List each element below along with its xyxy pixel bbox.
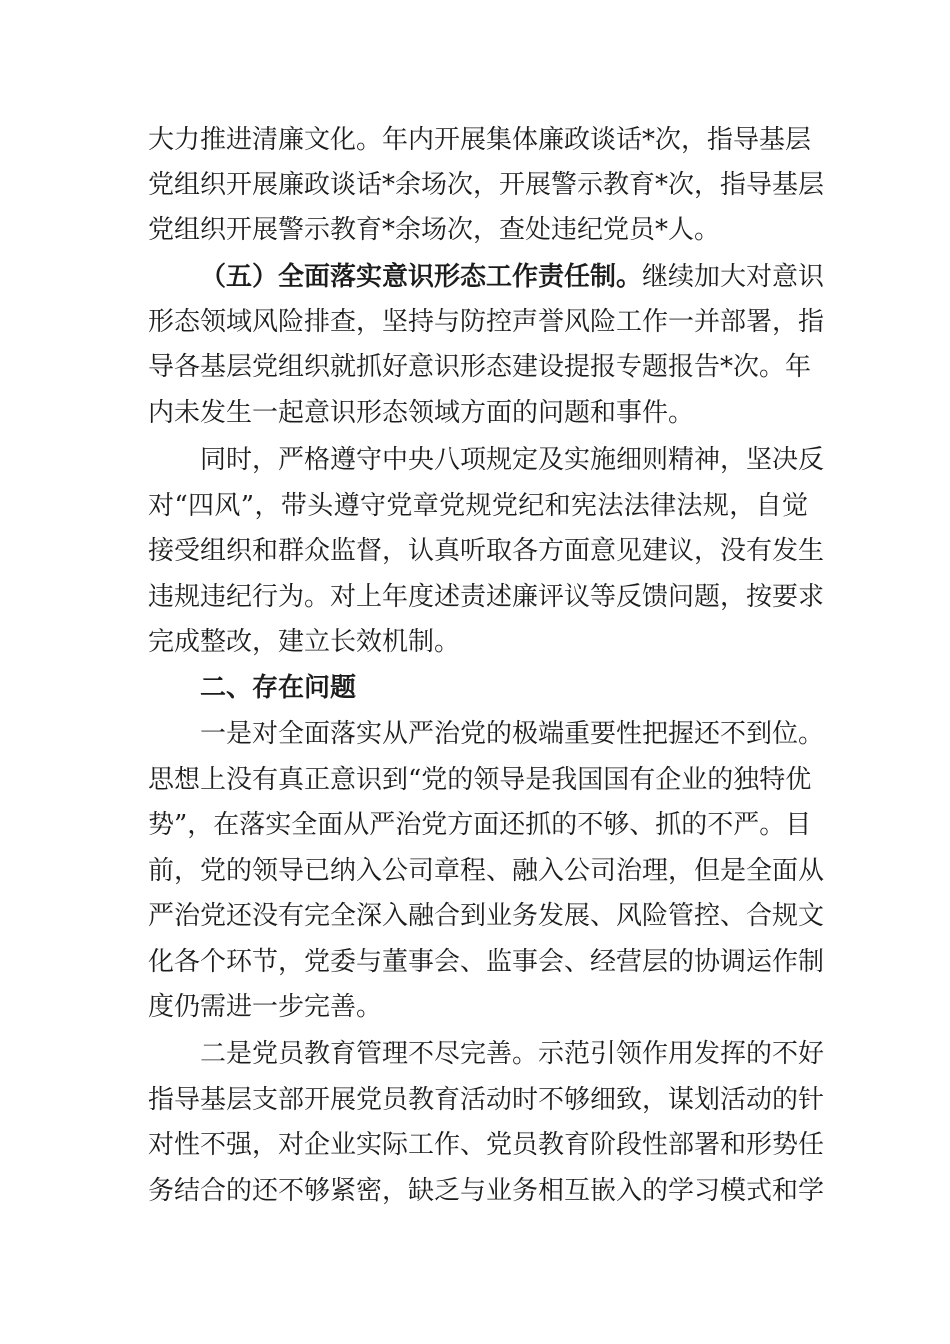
paragraph-line: 前，党的领导已纳入公司章程、融入公司治理，但是全面从	[148, 856, 825, 886]
section-five-title: （五）全面落实意识形态工作责任制。	[200, 262, 643, 292]
paragraph-line: 务结合的还不够紧密，缺乏与业务相互嵌入的学习模式和学	[148, 1176, 825, 1206]
paragraph-line: 违规违纪行为。对上年度述责述廉评议等反馈问题，按要求	[148, 582, 825, 612]
paragraph-line: 思想上没有真正意识到“党的领导是我国国有企业的独特优	[148, 765, 812, 795]
paragraph-line: 完成整改，建立长效机制。	[148, 627, 461, 657]
paragraph-line: 指导基层支部开展党员教育活动时不够细致，谋划活动的针	[148, 1085, 825, 1115]
paragraph-line: 党组织开展廉政谈话*余场次，开展警示教育*次，指导基层	[148, 170, 825, 200]
paragraph-line: 一是对全面落实从严治党的极端重要性把握还不到位。	[200, 719, 825, 749]
paragraph-line: 严治党还没有完全深入融合到业务发展、风险管控、合规文	[148, 901, 825, 931]
paragraph-line: 内未发生一起意识形态领域方面的问题和事件。	[148, 398, 695, 428]
paragraph-line: 同时，严格遵守中央八项规定及实施细则精神，坚决反	[200, 445, 825, 475]
paragraph-line: 势”，在落实全面从严治党方面还抓的不够、抓的不严。目	[148, 810, 812, 840]
section-five-text: 继续加大对意识	[642, 262, 825, 292]
section-five-first-line	[200, 257, 825, 297]
paragraph-line: 化各个环节，党委与董事会、监事会、经营层的协调运作制	[148, 947, 825, 977]
paragraph-line: 度仍需进一步完善。	[148, 992, 383, 1022]
paragraph-line: 对性不强，对企业实际工作、党员教育阶段性部署和形势任	[148, 1130, 825, 1160]
paragraph-line: 党组织开展警示教育*余场次，查处违纪党员*人。	[148, 215, 721, 245]
paragraph-line: 导各基层党组织就抓好意识形态建设提报专题报告*次。年	[148, 352, 812, 382]
section-heading: 二、存在问题	[200, 673, 357, 703]
paragraph-line: 大力推进清廉文化。年内开展集体廉政谈话*次，指导基层	[148, 125, 812, 155]
paragraph-line: 形态领域风险排查，坚持与防控声誉风险工作一并部署，指	[148, 307, 825, 337]
paragraph-line: 二是党员教育管理不尽完善。示范引领作用发挥的不好	[200, 1039, 825, 1069]
paragraph-line: 接受组织和群众监督，认真听取各方面意见建议，没有发生	[148, 536, 825, 566]
paragraph-line: 对“四风”，带头遵守党章党规党纪和宪法法律法规，自觉	[148, 491, 808, 521]
